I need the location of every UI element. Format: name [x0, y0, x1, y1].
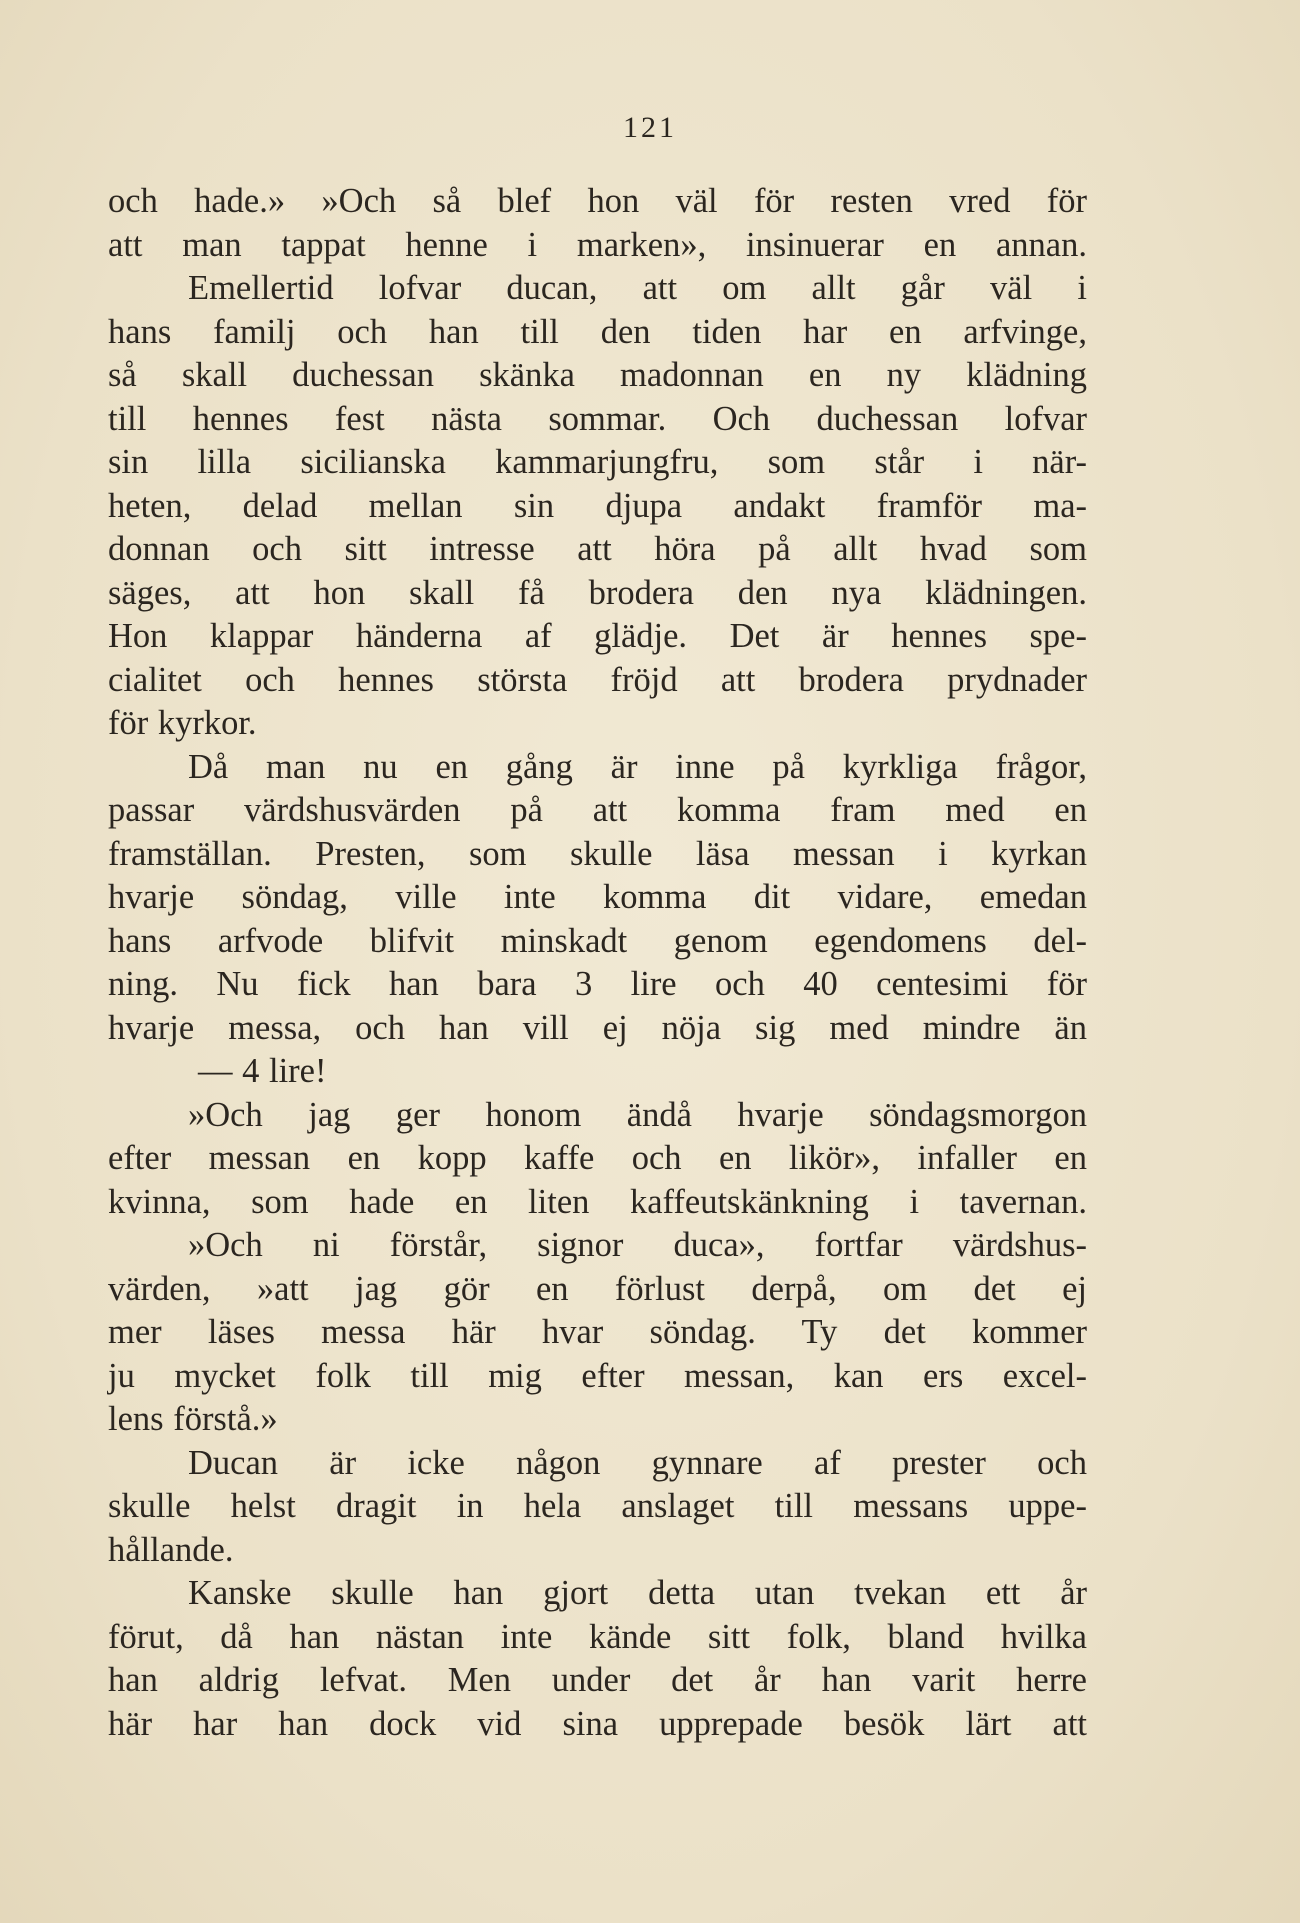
text-line: heten, delad mellan sin djupa andakt framför ma- — [108, 486, 1087, 525]
text-line: hans familj och han till den tiden har en arfvinge, — [108, 312, 1087, 351]
text-line: skulle helst dragit in hela anslaget till messans uppe- — [108, 1487, 1087, 1525]
text-line: kvinna, som hade en liten kaffeutskänkning i tavernan. — [108, 1182, 1087, 1221]
text-line: — 4 lire! — [198, 1052, 327, 1090]
text-line: värden, »att jag gör en förlust derpå, om det ej — [108, 1269, 1087, 1308]
text-line: Ducan är icke någon gynnare af prester och — [188, 1443, 1087, 1482]
page-number: 121 — [623, 111, 677, 144]
text-line: Emellertid lofvar ducan, att om allt går väl i — [188, 269, 1087, 307]
body-text — [108, 180, 1087, 1746]
text-line: »Och ni förstår, signor duca», fortfar värdshus- — [188, 1226, 1087, 1264]
text-line: »Och jag ger honom ändå hvarje söndagsmorgon — [188, 1095, 1087, 1134]
text-line: passar värdshusvärden på att komma fram med en — [108, 791, 1087, 829]
text-line: efter messan en kopp kaffe och en likör», infaller en — [108, 1139, 1087, 1177]
text-line: förut, då han nästan inte kände sitt folk, bland hvilka — [108, 1617, 1087, 1656]
text-line: för kyrkor. — [108, 704, 257, 742]
text-line: Hon klappar händerna af glädje. Det är hennes spe- — [108, 617, 1087, 655]
text-line: donnan och sitt intresse att höra på allt hvad som — [108, 530, 1087, 568]
text-line: så skall duchessan skänka madonnan en ny klädning — [108, 356, 1087, 394]
text-line: hans arfvode blifvit minskadt genom egendomens del- — [108, 921, 1087, 960]
text-line: ju mycket folk till mig efter messan, kan ers excel- — [108, 1356, 1087, 1395]
text-line: hållande. — [108, 1530, 234, 1569]
text-line: han aldrig lefvat. Men under det år han varit herre — [108, 1661, 1087, 1699]
text-line: säges, att hon skall få brodera den nya klädningen. — [108, 573, 1087, 612]
text-line: cialitet och hennes största fröjd att brodera prydnader — [108, 660, 1087, 699]
text-line: ning. Nu fick han bara 3 lire och 40 centesimi för — [108, 965, 1087, 1003]
text-line: här har han dock vid sina upprepade besök lärt att — [108, 1704, 1087, 1743]
text-line: till hennes fest nästa sommar. Och duchessan lofvar — [108, 399, 1087, 438]
text-line: lens förstå.» — [108, 1400, 278, 1438]
text-line: framställan. Presten, som skulle läsa messan i kyrkan — [108, 834, 1087, 873]
text-line: Då man nu en gång är inne på kyrkliga frågor, — [188, 747, 1087, 786]
text-line: hvarje söndag, ville inte komma dit vidare, emedan — [108, 878, 1087, 916]
text-line: och hade.» »Och så blef hon väl för resten vred för — [108, 182, 1087, 220]
text-line: att man tappat henne i marken», insinuerar en annan. — [108, 225, 1087, 264]
text-line: hvarje messa, och han vill ej nöja sig med mindre än — [108, 1008, 1087, 1047]
text-line: sin lilla sicilianska kammarjungfru, som står i när- — [108, 443, 1087, 481]
text-line: Kanske skulle han gjort detta utan tvekan ett år — [188, 1574, 1087, 1612]
text-line: mer läses messa här hvar söndag. Ty det kommer — [108, 1313, 1087, 1351]
